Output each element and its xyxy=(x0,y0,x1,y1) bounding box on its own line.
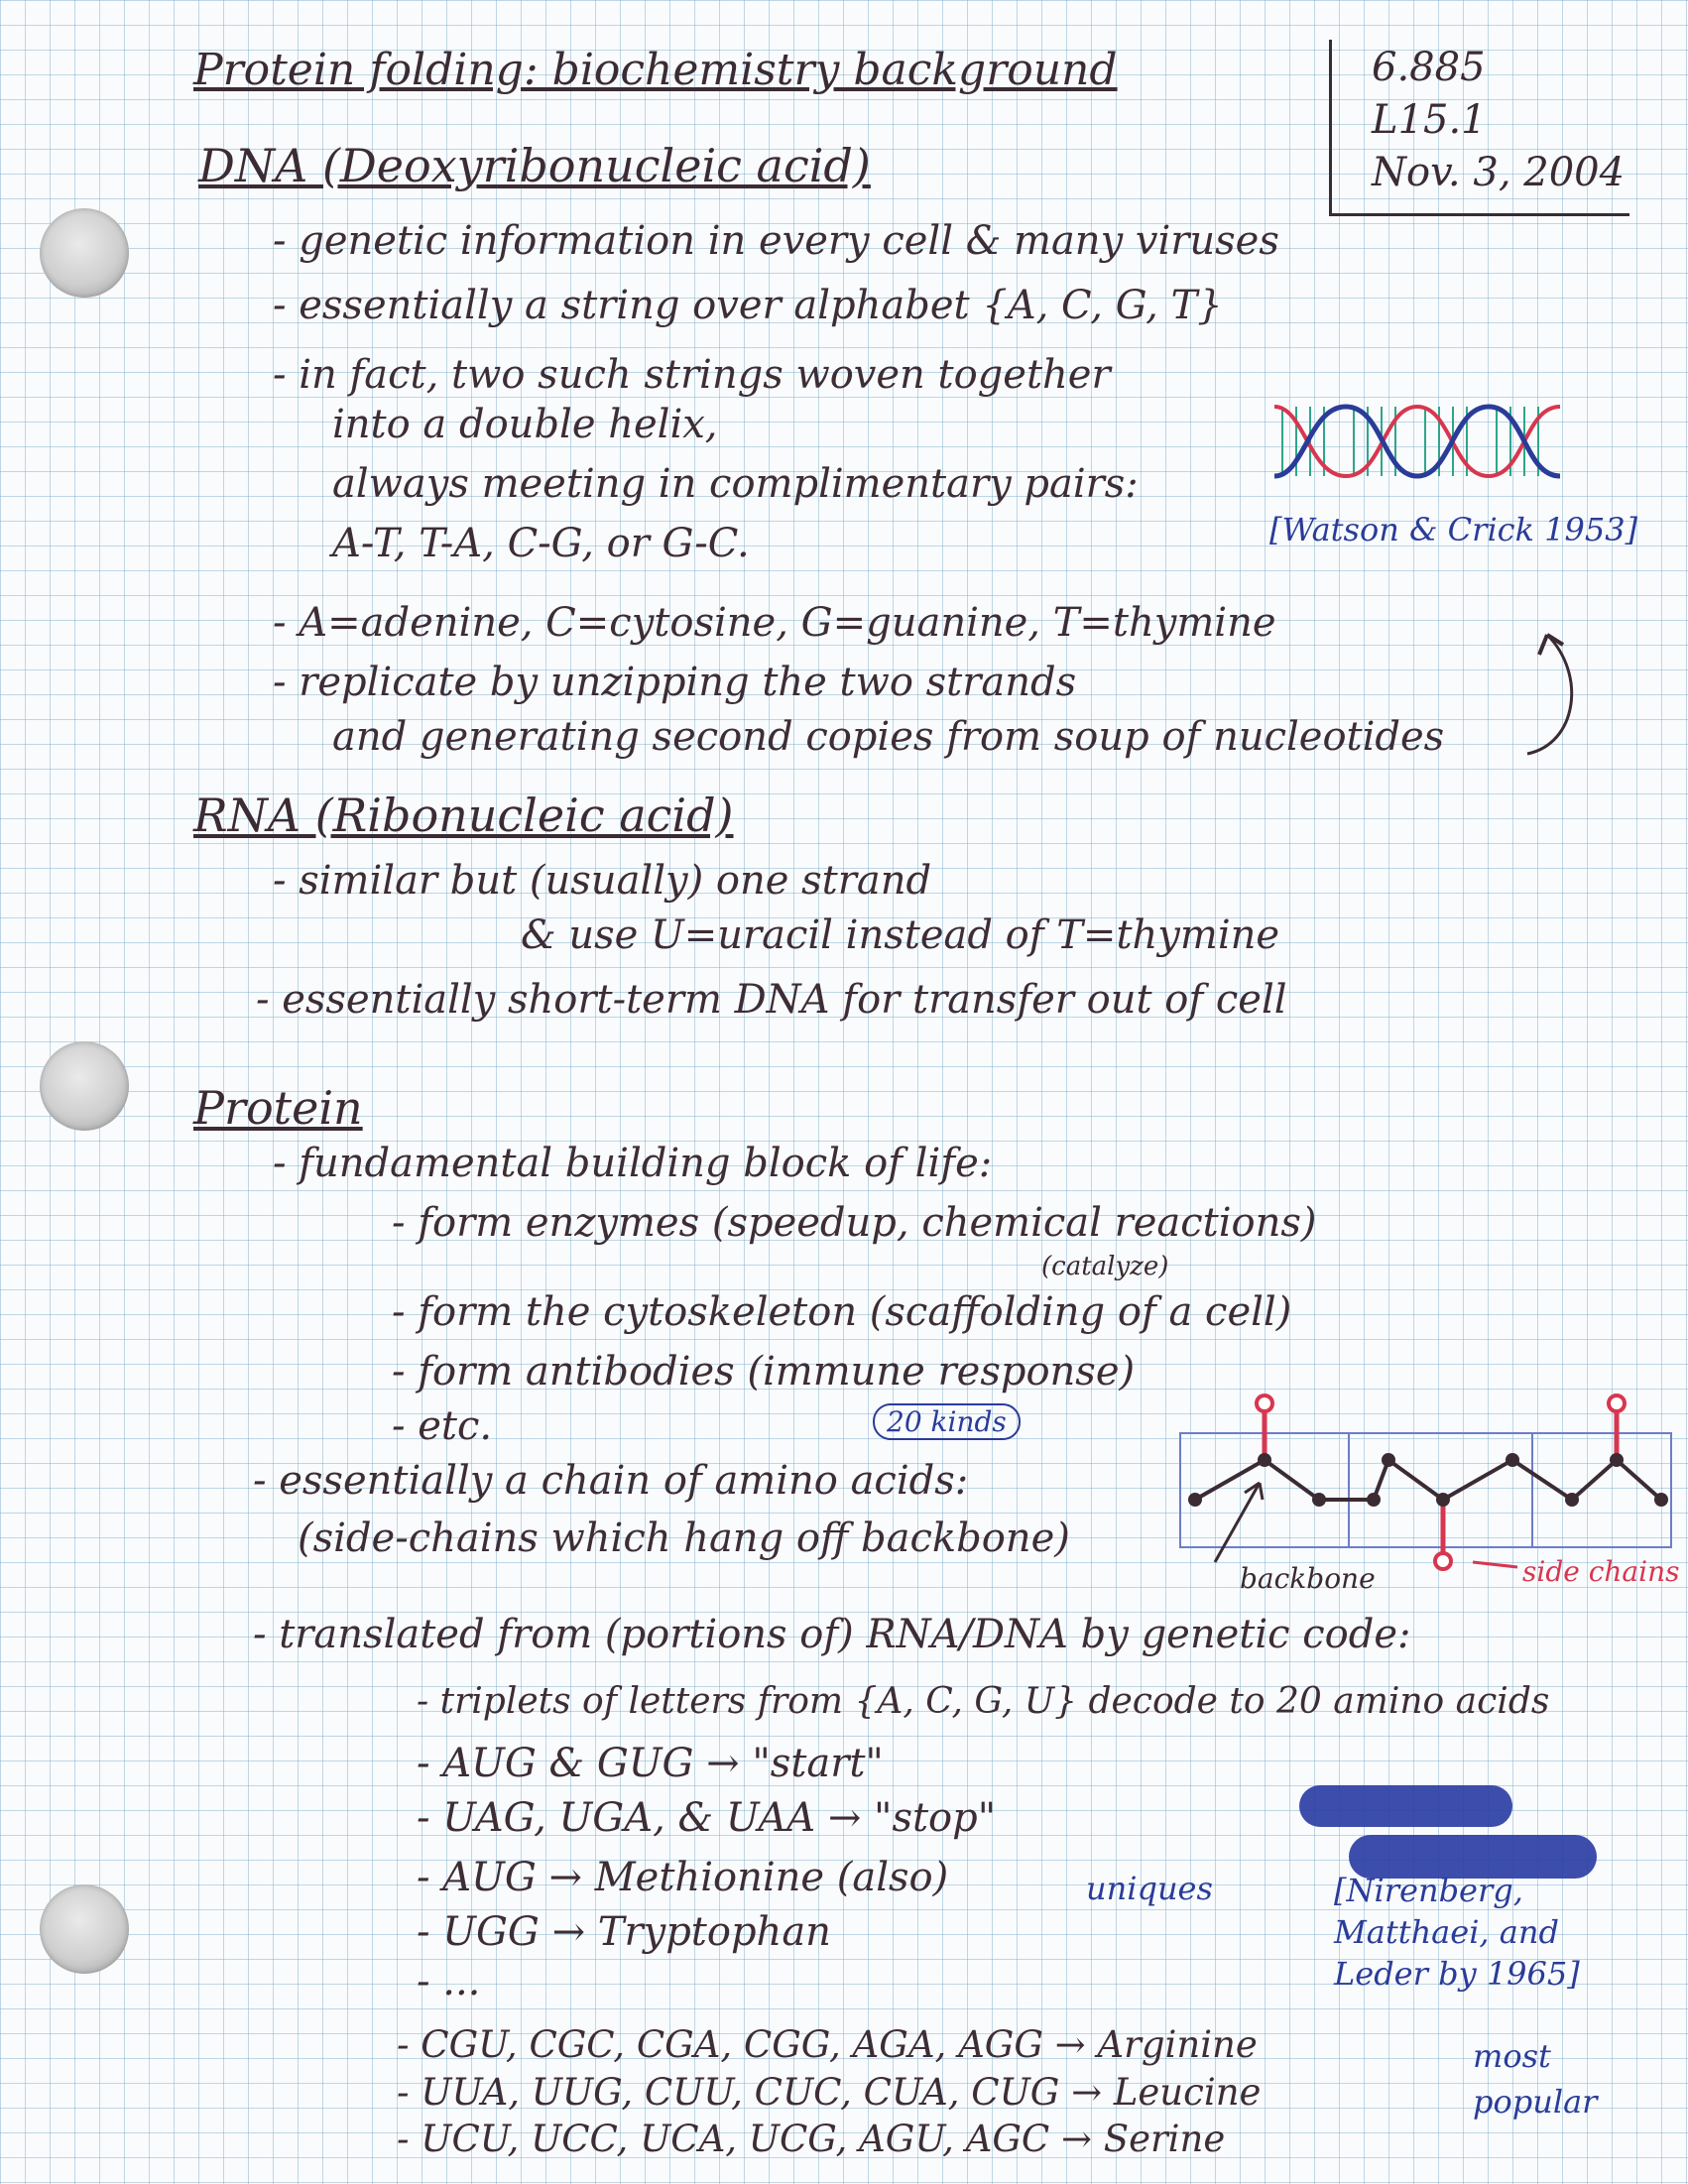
lecture-number: L15.1 xyxy=(1372,97,1487,143)
most-popular-note: most popular xyxy=(1473,2037,1598,2121)
course-number: 6.885 xyxy=(1372,45,1486,90)
lecture-date: Nov. 3, 2004 xyxy=(1372,150,1626,195)
protein-line: - UUA, UUG, CUU, CUC, CUA, CUG → Leucine xyxy=(397,2071,1262,2114)
binder-hole-bottom xyxy=(40,1884,129,1974)
dna-line: into a double helix, xyxy=(332,402,718,447)
watson-crick-citation: [Watson & Crick 1953] xyxy=(1269,511,1638,548)
protein-line: - essentially a chain of amino acids: xyxy=(253,1458,969,1504)
dna-line: - replicate by unzipping the two strands xyxy=(273,660,1077,705)
dna-line: - essentially a string over alphabet {A, C, G, T} xyxy=(273,283,1223,328)
rna-line: - essentially short-term DNA for transfer out of cell xyxy=(256,977,1287,1023)
side-chains-label: side chains xyxy=(1522,1555,1680,1588)
dna-line: - A=adenine, C=cytosine, G=guanine, T=thymine xyxy=(273,600,1276,646)
protein-line: - form antibodies (immune response) xyxy=(392,1349,1136,1395)
dna-heading: DNA (Deoxyribonucleic acid) xyxy=(198,139,871,192)
binder-hole-middle xyxy=(40,1041,129,1131)
rna-line: & use U=uracil instead of T=thymine xyxy=(521,912,1280,958)
dna-line: always meeting in complimentary pairs: xyxy=(332,461,1139,507)
dna-line: - genetic information in every cell & many viruses xyxy=(273,218,1279,264)
protein-line: - form the cytoskeleton (scaffolding of a cell) xyxy=(392,1289,1292,1335)
uniques-note: uniques xyxy=(1086,1870,1213,1907)
curved-arrow-icon xyxy=(1517,615,1597,764)
protein-line: - AUG & GUG → "start" xyxy=(417,1741,884,1786)
dna-line: A-T, T-A, C-G, or G-C. xyxy=(332,521,750,566)
double-helix-drawing xyxy=(1274,397,1572,486)
nirenberg-citation: [Nirenberg, Matthaei, and Leder by 1965] xyxy=(1334,1872,1580,1993)
protein-line: - CGU, CGC, CGA, CGG, AGA, AGG → Arginine xyxy=(397,2023,1258,2066)
protein-line: - form enzymes (speedup, chemical reactions) xyxy=(392,1200,1317,1246)
protein-line: (side-chains which hang off backbone) xyxy=(298,1516,1070,1561)
course-info-box xyxy=(1329,40,1629,216)
page-title: Protein folding: biochemistry background xyxy=(193,45,1118,95)
protein-line: - fundamental building block of life: xyxy=(273,1141,993,1186)
scribbled-out-text xyxy=(1299,1785,1512,1827)
protein-line: - ... xyxy=(417,1959,481,2004)
backbone-label: backbone xyxy=(1240,1562,1376,1595)
binder-hole-top xyxy=(40,208,129,298)
protein-line: - UAG, UGA, & UAA → "stop" xyxy=(417,1795,997,1841)
catalyze-note: (catalyze) xyxy=(1041,1252,1169,1281)
protein-line: - translated from (portions of) RNA/DNA by genetic code: xyxy=(253,1612,1411,1657)
dna-line: and generating second copies from soup of nucleotides xyxy=(332,714,1445,760)
twenty-kinds-note: 20 kinds xyxy=(873,1403,1021,1440)
protein-line: - AUG → Methionine (also) xyxy=(417,1855,949,1900)
protein-line: - UGG → Tryptophan xyxy=(417,1909,831,1955)
protein-line: - UCU, UCC, UCA, UCG, AGU, AGC → Serine xyxy=(397,2118,1226,2160)
rna-heading: RNA (Ribonucleic acid) xyxy=(193,789,734,842)
protein-heading: Protein xyxy=(193,1081,363,1135)
protein-line: - etc. xyxy=(392,1403,493,1449)
protein-line: - triplets of letters from {A, C, G, U} decode to 20 amino acids xyxy=(417,1681,1550,1722)
dna-line: - in fact, two such strings woven together xyxy=(273,352,1111,398)
rna-line: - similar but (usually) one strand xyxy=(273,858,932,904)
